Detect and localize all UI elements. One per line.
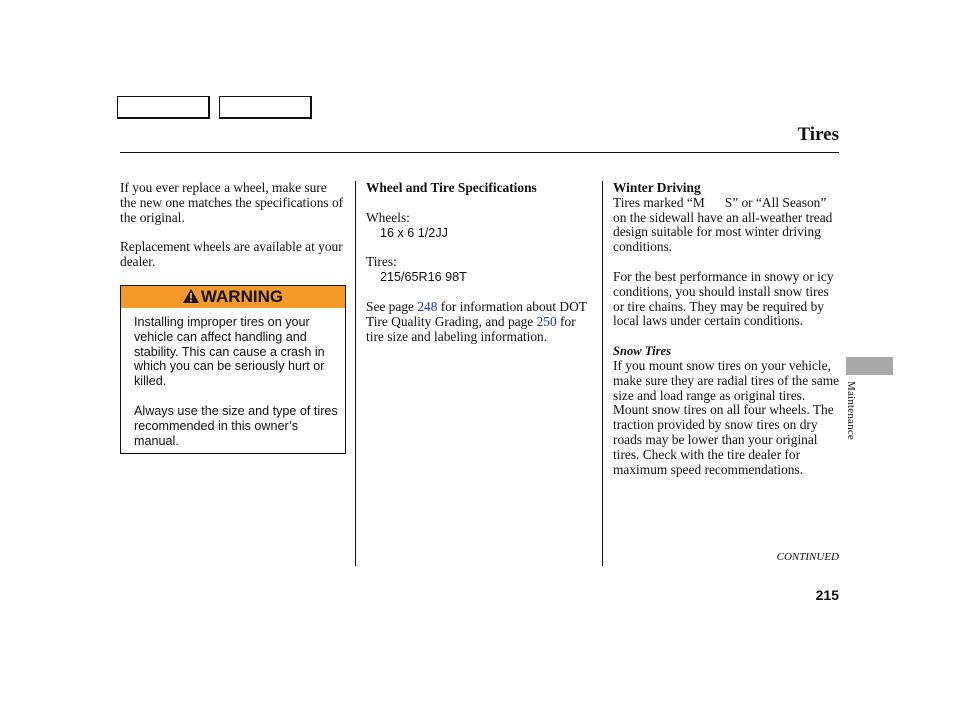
wheels-value: 16 x 6 1/2JJ — [380, 225, 448, 240]
column-divider-1 — [355, 181, 356, 566]
see-page-paragraph — [366, 300, 594, 344]
col3-para-1 — [613, 196, 841, 255]
see-text-1: See page — [366, 298, 414, 314]
continued-label: CONTINUED — [776, 551, 839, 563]
section-tab-label: Maintenance — [845, 381, 857, 441]
see-text-3: for tire size and labeling information. — [366, 313, 576, 344]
warning-para-1: Installing improper tires on your vehicle can affect handling and stability. This can cause a crash in which you can be seriously hurt or killed. — [134, 315, 325, 389]
column-1 — [120, 181, 345, 270]
column-3 — [613, 181, 841, 477]
col3-para-2: For the best performance in snowy or icy conditions, you should install snow tires or tire chains. They may be required by local laws under certain conditions. — [613, 268, 834, 329]
col2-heading: Wheel and Tire Specifications — [366, 180, 537, 195]
warning-body — [134, 315, 339, 448]
col1-para-2: Replacement wheels are available at your dealer. — [120, 239, 343, 270]
warning-header — [121, 286, 345, 308]
page-title: Tires — [797, 124, 839, 145]
col3-para-1a: Tires marked “M — [613, 194, 705, 210]
tires-value: 215/65R16 98T — [380, 270, 467, 285]
tires-label: Tires: — [366, 254, 397, 270]
page-link-248[interactable]: 248 — [417, 298, 438, 314]
col1-para-1: If you ever replace a wheel, make sure the new one matches the specifications of the original. — [120, 180, 344, 225]
column-2 — [366, 181, 594, 344]
column-divider-2 — [602, 181, 603, 566]
page-link-250[interactable]: 250 — [536, 313, 557, 329]
wheels-label: Wheels: — [366, 209, 410, 225]
warning-box — [120, 285, 346, 454]
title-rule — [120, 152, 839, 153]
warning-para-2: Always use the size and type of tires recommended in this owner’s manual. — [134, 403, 338, 448]
col3-para-3: If you mount snow tires on your vehicle, make sure they are radial tires of the same size and load range as original tires. Mount snow tires on all four wheels. The traction provided by snow tires on dry roads may be lower than your original tires. Check with the tire dealer for maximum speed recommendations. — [613, 357, 840, 477]
page-number: 215 — [815, 587, 839, 603]
col3-heading: Winter Driving — [613, 180, 701, 195]
warning-header-text: WARNING — [200, 287, 284, 306]
col3-para-1b: S” or “All Season” on the sidewall have an all-weather tread design suitable for most winter driving conditions. — [613, 194, 833, 255]
see-text-2: for information about DOT Tire Quality Grading, and page — [366, 298, 587, 329]
nav-button-2[interactable] — [219, 96, 312, 119]
section-tab[interactable] — [846, 357, 893, 375]
warning-triangle-icon — [183, 289, 199, 303]
nav-button-1[interactable] — [117, 96, 210, 119]
snow-tires-subheading: Snow Tires — [613, 344, 671, 359]
